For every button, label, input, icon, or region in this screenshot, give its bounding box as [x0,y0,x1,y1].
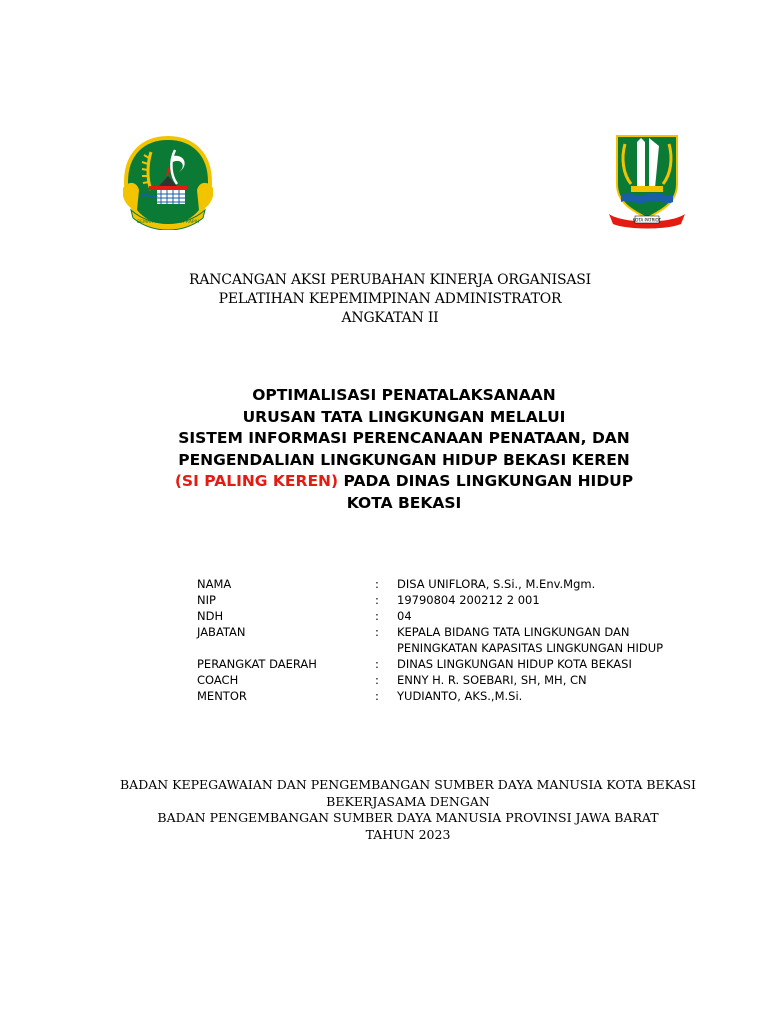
info-value [397,624,737,656]
info-row-mentor [197,688,737,704]
footer-institution [0,777,768,843]
info-colon: : [375,609,379,623]
title-line-4: PENGENDALIAN LINGKUNGAN HIDUP BEKASI KEREN [178,450,630,469]
title-line-6: KOTA BEKASI [346,493,462,512]
subtitle-line-3: ANGKATAN II [341,310,439,326]
info-label: MENTOR [197,689,247,703]
info-label: JABATAN [197,625,246,639]
info-value: DINAS LINGKUNGAN HIDUP KOTA BEKASI [397,657,632,671]
document-title [0,385,768,514]
info-label: PERANGKAT DAERAH [197,657,317,671]
title-line-5 [0,471,768,493]
svg-text:KOTA PATRIOT: KOTA PATRIOT [632,217,662,223]
svg-text:GEMAH RIPAH REPEH RAPIH: GEMAH RIPAH REPEH RAPIH [136,220,200,225]
info-row-perangkat-daerah [197,656,737,672]
info-value: 04 [397,609,412,623]
info-label: NAMA [197,577,232,591]
info-value: ENNY H. R. SOEBARI, SH, MH, CN [397,673,587,687]
info-value: 19790804 200212 2 001 [397,593,540,607]
subtitle [0,271,768,328]
info-label: NDH [197,609,224,623]
footer-line-2: BEKERJASAMA DENGAN [326,793,490,809]
info-row-coach [197,672,737,688]
info-colon: : [375,593,379,607]
info-row-jabatan [197,624,737,656]
title-line-1: OPTIMALISASI PENATALAKSANAAN [252,386,556,404]
info-colon: : [375,625,379,639]
title-line-3: SISTEM INFORMASI PERENCANAAN PENATAAN, DAN [178,429,630,447]
info-value-line-1: KEPALA BIDANG TATA LINGKUNGAN DAN [397,625,630,639]
participant-info [197,576,737,704]
info-colon: : [375,689,379,703]
title-line-5-rest: PADA DINAS LINGKUNGAN HIDUP [338,472,634,490]
info-label: COACH [197,673,239,687]
info-value: YUDIANTO, AKS.,M.Si. [397,689,523,703]
footer-line-3: BADAN PENGEMBANGAN SUMBER DAYA MANUSIA PROVINSI JAWA BARAT [157,810,659,825]
footer-line-4: TAHUN 2023 [365,826,451,842]
footer-line-1: BADAN KEPEGAWAIAN DAN PENGEMBANGAN SUMBER DAYA MANUSIA KOTA BEKASI [119,777,696,792]
subtitle-line-1: RANCANGAN AKSI PERUBAHAN KINERJA ORGANISASI [189,272,591,288]
info-row-nip [197,592,737,608]
kota-bekasi-emblem-icon [607,132,687,232]
title-line-2: URUSAN TATA LINGKUNGAN MELALUI [242,407,566,426]
info-colon: : [375,657,379,671]
info-colon: : [375,673,379,687]
info-row-ndh [197,608,737,624]
info-row-nama [197,576,737,592]
jawa-barat-emblem-icon [121,136,215,230]
info-value-line-2: PENINGKATAN KAPASITAS LINGKUNGAN HIDUP [397,641,664,655]
info-value: DISA UNIFLORA, S.Si., M.Env.Mgm. [397,577,596,591]
info-colon: : [375,577,379,591]
title-highlight: (SI PALING KEREN) [174,472,339,490]
subtitle-line-2: PELATIHAN KEPEMIMPINAN ADMINISTRATOR [218,291,562,307]
info-label: NIP [197,593,216,607]
